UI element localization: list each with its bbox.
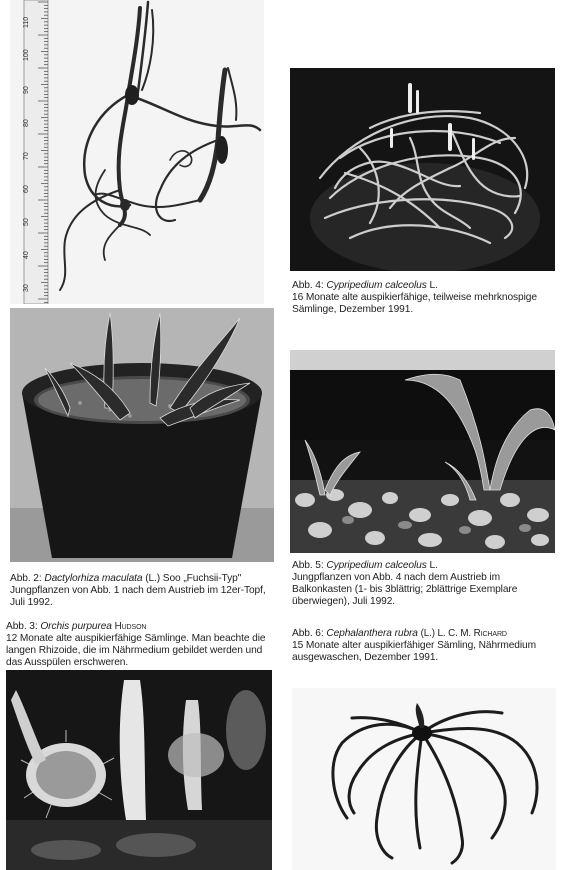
caption-abb3	[6, 621, 276, 669]
species-authority: Hudson	[114, 621, 147, 632]
ruler-label: 40	[23, 251, 30, 259]
ruler-label: 90	[23, 86, 30, 94]
show-through-text	[262, 0, 292, 300]
ruler-label: 50	[23, 218, 30, 226]
species-authority: L.	[429, 560, 438, 571]
caption-body: Jungpflanzen von Abb. 1 nach dem Austrieb im 12er-Topf, Juli 1992.	[10, 585, 266, 608]
caption-abb5	[292, 560, 558, 608]
caption-prefix: Abb. 5:	[292, 560, 324, 571]
caption-body: 16 Monate alte auspikierfähige, teilweise mehrknospige Sämlinge, Dezember 1991.	[292, 292, 537, 315]
photo-abb1-seedlings-ruler	[10, 0, 264, 304]
species-authority: (L.) Soo „Fuchsii-Typ"	[145, 573, 242, 584]
caption-body: 12 Monate alte auspikierfähige Sämlinge. Man beachte die langen Rhizoide, die im Nährmedium gebildet werden und das Ausspülen erschweren.	[6, 633, 266, 668]
species-name: Cypripedium calceolus	[326, 560, 427, 571]
caption-prefix: Abb. 3:	[6, 621, 38, 632]
caption-abb4	[292, 280, 554, 316]
ruler-label: 70	[23, 152, 30, 160]
species-name: Cypripedium calceolus	[326, 280, 427, 291]
ruler-label: 60	[23, 185, 30, 193]
ruler-label: 30	[23, 284, 30, 292]
caption-body: 15 Monate alter auspikierfähiger Sämling, Nährmedium ausgewaschen, Dezember 1991.	[292, 640, 536, 663]
ruler-label: 100	[23, 49, 30, 61]
ruler-label: 80	[23, 119, 30, 127]
photo-abb3-orchis-seedlings	[6, 670, 272, 870]
species-name: Cephalanthera rubra	[326, 628, 418, 639]
caption-abb6	[292, 628, 554, 664]
species-name: Orchis purpurea	[40, 621, 112, 632]
photo-abb4-cypripedium-roots	[290, 68, 555, 271]
photo-abb5-cypripedium-balcony-box	[290, 350, 555, 553]
species-authority: L.	[429, 280, 438, 291]
caption-abb2	[10, 573, 276, 609]
caption-prefix: Abb. 6:	[292, 628, 324, 639]
species-authority: (L.) L. C. M. Richard	[420, 628, 507, 639]
species-name: Dactylorhiza maculata	[44, 573, 143, 584]
caption-prefix: Abb. 2:	[10, 573, 42, 584]
caption-prefix: Abb. 4:	[292, 280, 324, 291]
photo-abb6-cephalanthera-seedling	[292, 688, 556, 870]
photo-abb2-dactylorhiza-pot	[10, 308, 274, 562]
caption-body: Jungpflanzen von Abb. 4 nach dem Austrieb im Balkonkasten (1- bis 3blättrig; 2blättrige Exemplare überwiegen), Juli 1992.	[292, 572, 518, 607]
ruler-label: 110	[23, 16, 30, 28]
